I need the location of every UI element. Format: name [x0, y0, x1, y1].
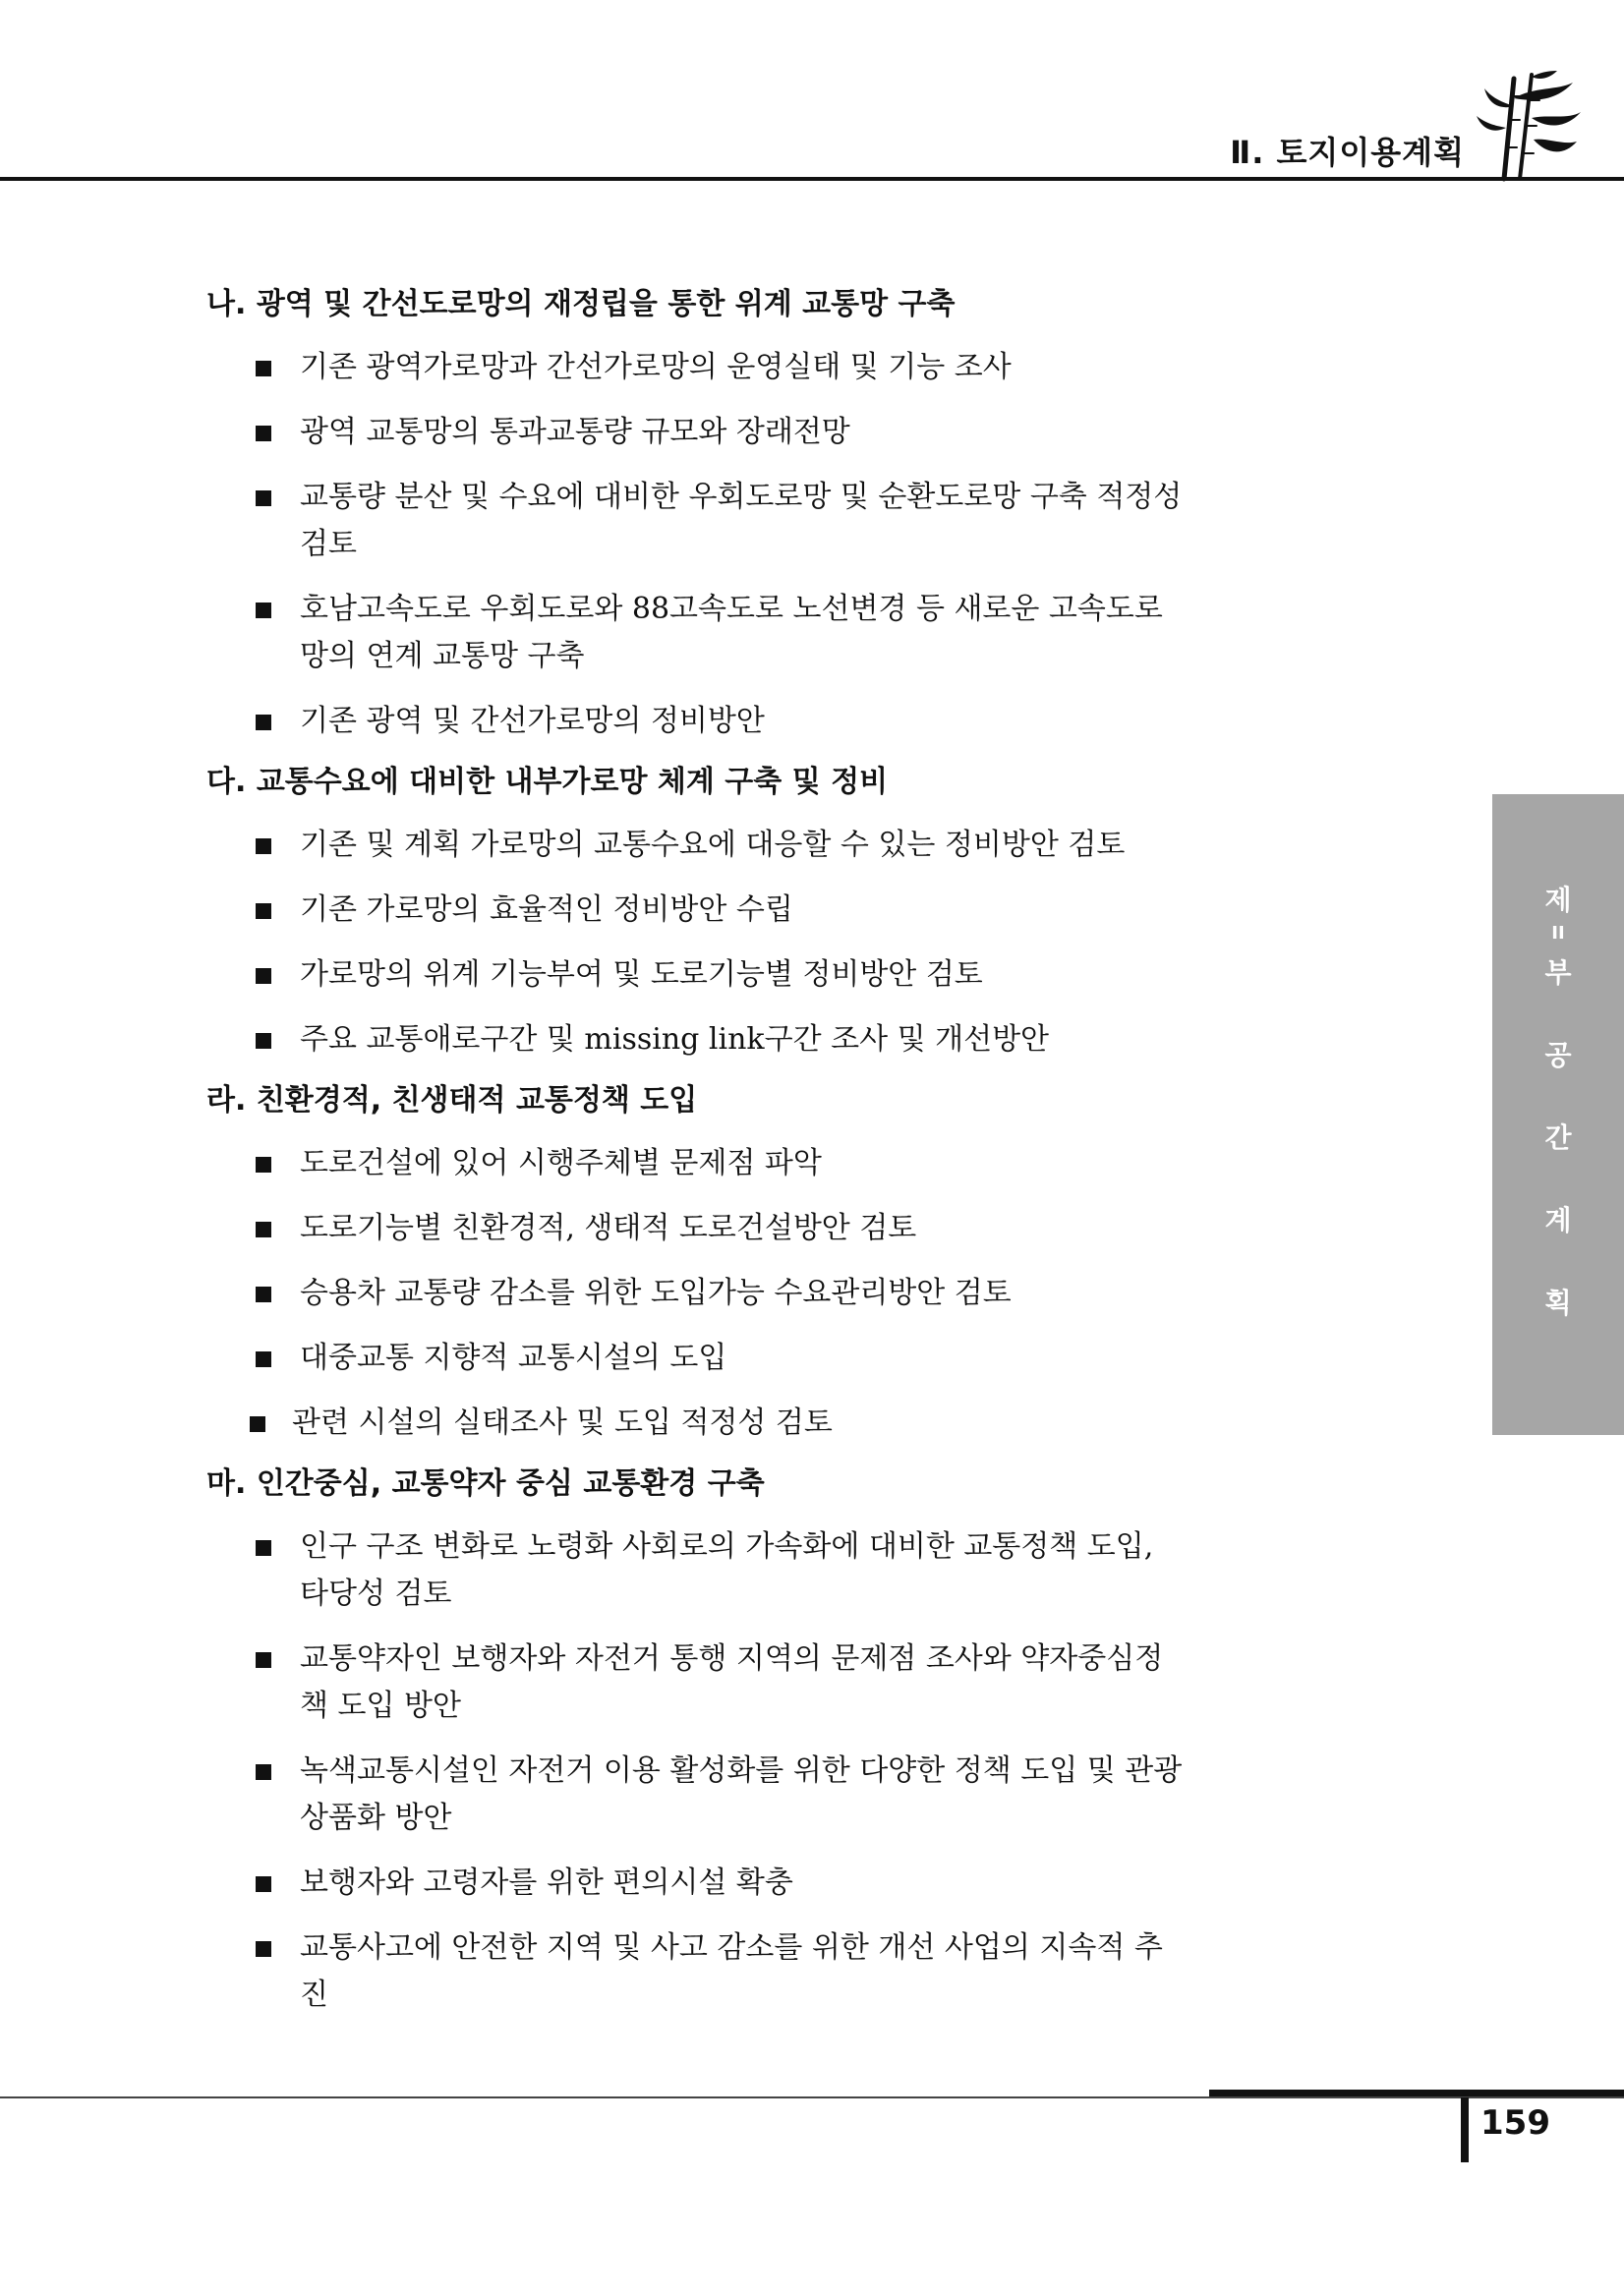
list-item	[206, 1016, 1189, 1063]
bamboo-logo	[1475, 69, 1583, 182]
square-bullet-icon	[256, 1540, 271, 1556]
square-bullet-icon	[256, 1652, 271, 1668]
square-bullet-icon	[256, 490, 271, 506]
square-bullet-icon	[256, 968, 271, 984]
square-bullet-icon	[256, 1351, 271, 1367]
section-na	[206, 285, 1189, 745]
list-item-text: 관련 시설의 실태조사 및 도입 적정성 검토	[292, 1406, 833, 1440]
list-item-text: 인구 구조 변화로 노령화 사회로의 가속화에 대비한 교통정책 도입, 타당성 검토	[300, 1529, 1154, 1611]
list-item-text: 교통약자인 보행자와 자전거 통행 지역의 문제점 조사와 약자중심정책 도입 방안	[300, 1641, 1164, 1723]
side-tab-char: II	[1551, 923, 1565, 944]
list-item	[206, 822, 1189, 869]
list-item	[206, 586, 1189, 680]
running-head: Ⅱ. 토지이용계획	[1230, 134, 1465, 171]
list-item	[206, 1270, 1189, 1317]
chapter-side-tab	[1492, 794, 1624, 1435]
list-item-text: 교통량 분산 및 수요에 대비한 우회도로망 및 순환도로망 구축 적정성 검토	[300, 480, 1183, 561]
section-heading: 라. 친환경적, 친생태적 교통정책 도입	[206, 1083, 698, 1118]
header-rule	[0, 177, 1624, 181]
square-bullet-icon	[256, 1764, 271, 1780]
list-item-text: 도로건설에 있어 시행주체별 문제점 파악	[300, 1146, 822, 1180]
side-tab-char: 획	[1544, 1287, 1572, 1319]
list-item	[206, 698, 1189, 745]
list-item	[206, 1335, 1189, 1382]
list-item	[206, 1523, 1189, 1618]
square-bullet-icon	[256, 1222, 271, 1237]
list-item-text: 기존 가로망의 효율적인 정비방안 수립	[300, 892, 793, 927]
list-item-text: 기존 광역 및 간선가로망의 정비방안	[300, 704, 765, 738]
list-item	[206, 1748, 1189, 1842]
side-tab-char: 계	[1544, 1204, 1572, 1236]
list-item	[206, 1636, 1189, 1730]
bullet-list	[206, 822, 1189, 1063]
square-bullet-icon	[256, 903, 271, 919]
list-item	[206, 1400, 1189, 1447]
list-item-text: 호남고속도로 우회도로와 88고속도로 노선변경 등 새로운 고속도로망의 연계 교통망 구축	[300, 592, 1163, 673]
list-item-text: 광역 교통망의 통과교통량 규모와 장래전망	[300, 415, 850, 449]
page-number-bar	[1461, 2097, 1469, 2162]
square-bullet-icon	[256, 838, 271, 854]
side-tab-char: 제	[1544, 884, 1572, 916]
list-item-text: 보행자와 고령자를 위한 편의시설 확충	[300, 1866, 793, 1900]
list-item-text: 도로기능별 친환경적, 생태적 도로건설방안 검토	[300, 1211, 917, 1245]
section-ra	[206, 1081, 1189, 1447]
square-bullet-icon	[256, 603, 271, 618]
square-bullet-icon	[256, 1287, 271, 1302]
side-tab-char: 간	[1544, 1121, 1572, 1154]
list-item-text: 대중교통 지향적 교통시설의 도입	[300, 1341, 727, 1375]
list-item-text: 교통사고에 안전한 지역 및 사고 감소를 위한 개선 사업의 지속적 추진	[300, 1930, 1163, 2012]
side-tab-char: 공	[1544, 1039, 1572, 1071]
square-bullet-icon	[256, 426, 271, 441]
list-item	[206, 1924, 1189, 2019]
list-item	[206, 951, 1189, 999]
main-content	[206, 285, 1189, 2037]
list-item	[206, 1205, 1189, 1252]
section-heading: 다. 교통수요에 대비한 내부가로망 체계 구축 및 정비	[206, 765, 889, 799]
list-item	[206, 474, 1189, 568]
square-bullet-icon	[256, 361, 271, 376]
list-item-text: 기존 광역가로망과 간선가로망의 운영실태 및 기능 조사	[300, 350, 1012, 384]
square-bullet-icon	[250, 1416, 265, 1432]
section-da	[206, 763, 1189, 1063]
list-item-text: 기존 및 계획 가로망의 교통수요에 대응할 수 있는 정비방안 검토	[300, 828, 1126, 862]
bullet-list	[206, 344, 1189, 745]
page-number: 159	[1480, 2103, 1550, 2143]
list-item	[206, 409, 1189, 456]
list-item	[206, 1860, 1189, 1907]
list-item-text: 가로망의 위계 기능부여 및 도로기능별 정비방안 검토	[300, 957, 983, 992]
list-item-text: 승용차 교통량 감소를 위한 도입가능 수요관리방안 검토	[300, 1276, 1012, 1310]
square-bullet-icon	[256, 1876, 271, 1892]
section-heading: 나. 광역 및 간선도로망의 재정립을 통한 위계 교통망 구축	[206, 287, 956, 321]
square-bullet-icon	[256, 1157, 271, 1173]
footer-rule	[0, 2096, 1624, 2098]
side-tab-char: 부	[1544, 956, 1572, 989]
list-item	[206, 887, 1189, 934]
square-bullet-icon	[256, 1941, 271, 1957]
square-bullet-icon	[256, 1033, 271, 1049]
bullet-list	[206, 1523, 1189, 2019]
list-item	[206, 344, 1189, 391]
bullet-list	[206, 1140, 1189, 1447]
list-item-text: 녹색교통시설인 자전거 이용 활성화를 위한 다양한 정책 도입 및 관광 상품화 방안	[300, 1753, 1183, 1835]
list-item	[206, 1140, 1189, 1187]
list-item-text: 주요 교통애로구간 및 missing link구간 조사 및 개선방안	[300, 1022, 1050, 1057]
section-heading: 마. 인간중심, 교통약자 중심 교통환경 구축	[206, 1466, 765, 1501]
square-bullet-icon	[256, 715, 271, 730]
section-ma	[206, 1464, 1189, 2019]
